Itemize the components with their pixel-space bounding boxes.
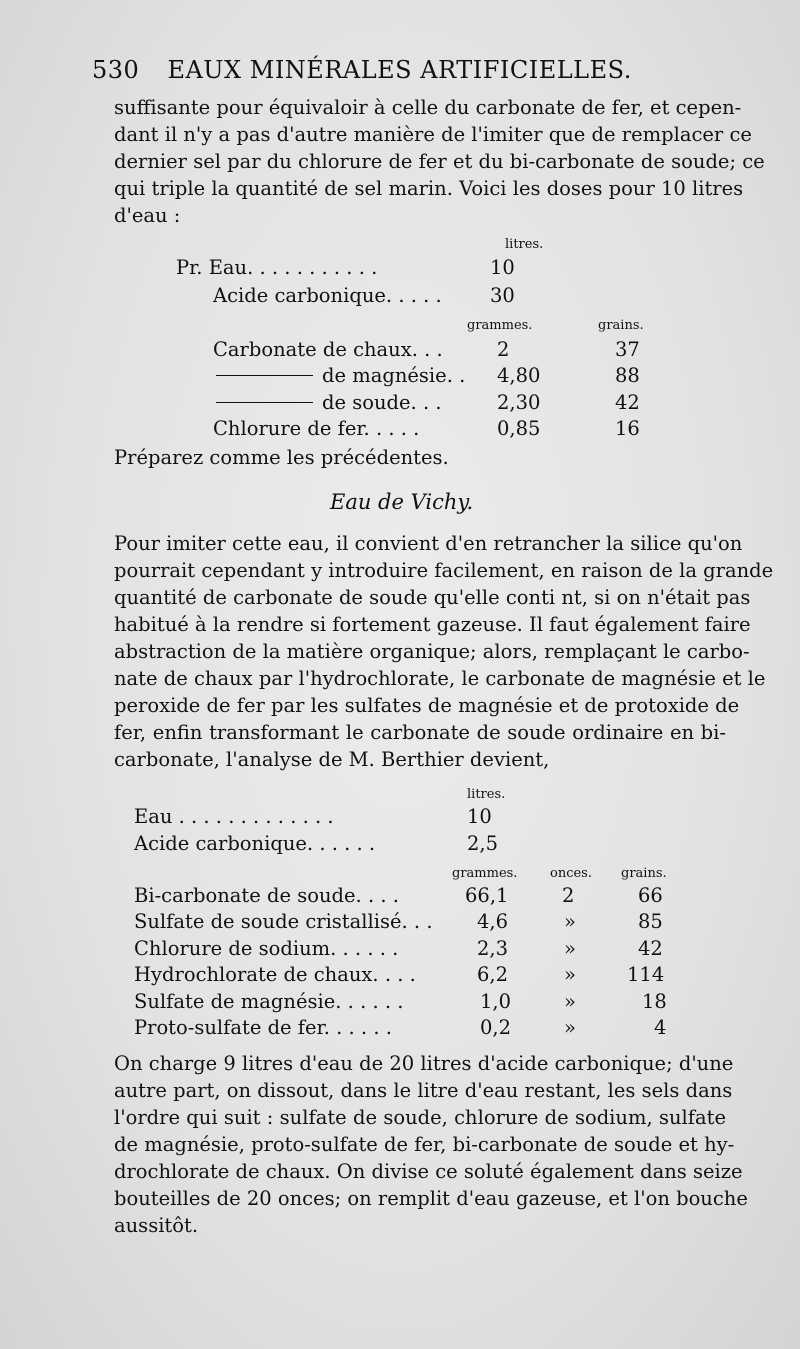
table-cell-grains: 4 [654, 1016, 667, 1039]
text-line: On charge 9 litres d'eau de 20 litres d'acide carbonique; d'une [114, 1052, 734, 1075]
table-cell-grammes: 4,80 [497, 364, 541, 387]
table-row-label: de soude. . . [322, 391, 442, 414]
prepare-line: Préparez comme les précédentes. [114, 446, 449, 469]
table-cell-grammes: 2,30 [497, 391, 541, 414]
unit-litres: litres. [505, 237, 544, 252]
table-row-label: Proto-sulfate de fer. . . . . . [134, 1016, 392, 1039]
text-line: d'eau : [114, 204, 181, 227]
table-cell-grammes: 6,2 [477, 963, 509, 986]
table-cell-grains: 37 [615, 338, 640, 361]
text-line: drochlorate de chaux. On divise ce soluté également dans seize [114, 1160, 743, 1183]
running-title: EAUX MINÉRALES ARTIFICIELLES. [167, 56, 632, 84]
table-row-label: Sulfate de magnésie. . . . . . [134, 990, 404, 1013]
ditto-dash [216, 375, 313, 376]
text-line: de magnésie, proto-sulfate de fer, bi-carbonate de soude et hy- [114, 1133, 735, 1156]
table-cell-grammes: 2,3 [477, 937, 509, 960]
table-row-label: de magnésie. . [322, 364, 466, 387]
text-line: bouteilles de 20 onces; on remplit d'eau gazeuse, et l'on bouche [114, 1187, 748, 1210]
table-cell-grains: 114 [627, 963, 665, 986]
table-row-label: Carbonate de chaux. . . [213, 338, 443, 361]
table-row-label: Acide carbonique. . . . . [213, 284, 442, 307]
text-line: nate de chaux par l'hydrochlorate, le carbonate de magnésie et le [114, 667, 766, 690]
table-row-label: Eau . . . . . . . . . . . . . [134, 805, 334, 828]
text-line: autre part, on dissout, dans le litre d'eau restant, les sels dans [114, 1079, 733, 1102]
table-row-label: Pr. Eau. . . . . . . . . . . [176, 256, 378, 279]
table-cell-grains: 66 [638, 884, 663, 907]
table-cell-onces: » [564, 990, 576, 1013]
table-row-label: Acide carbonique. . . . . . [134, 832, 376, 855]
table-cell-grammes: 66,1 [465, 884, 509, 907]
table-row-label: Chlorure de sodium. . . . . . [134, 937, 399, 960]
section-title: Eau de Vichy. [330, 490, 474, 514]
page-number: 530 [92, 56, 140, 84]
unit-grammes: grammes. [452, 866, 518, 881]
text-line: Pour imiter cette eau, il convient d'en retrancher la silice qu'on [114, 532, 743, 555]
table-cell-onces: » [564, 963, 576, 986]
table-cell-grains: 42 [638, 937, 663, 960]
unit-grammes: grammes. [467, 318, 533, 333]
table-cell-grammes: 4,6 [477, 910, 509, 933]
table-cell-grammes: 0,85 [497, 417, 541, 440]
text-line: carbonate, l'analyse de M. Berthier devient, [114, 748, 550, 771]
table-cell-grains: 85 [638, 910, 663, 933]
table-cell-grains: 88 [615, 364, 640, 387]
unit-onces: onces. [550, 866, 592, 881]
table-row-label: Bi-carbonate de soude. . . . [134, 884, 399, 907]
table-cell-grammes: 2 [497, 338, 510, 361]
table-row-label: Chlorure de fer. . . . . [213, 417, 420, 440]
unit-grains: grains. [598, 318, 644, 333]
table-row-value: 30 [490, 284, 515, 307]
text-line: dernier sel par du chlorure de fer et du bi-carbonate de soude; ce [114, 150, 765, 173]
table-cell-grammes: 0,2 [480, 1016, 512, 1039]
table-cell-grains: 16 [615, 417, 640, 440]
unit-grains: grains. [621, 866, 667, 881]
text-line: abstraction de la matière organique; alors, remplaçant le carbo- [114, 640, 750, 663]
text-line: l'ordre qui suit : sulfate de soude, chlorure de sodium, sulfate [114, 1106, 726, 1129]
text-line: dant il n'y a pas d'autre manière de l'imiter que de remplacer ce [114, 123, 752, 146]
text-line: aussitôt. [114, 1214, 199, 1237]
table-row-label: Sulfate de soude cristallisé. . . [134, 910, 433, 933]
text-line: qui triple la quantité de sel marin. Voici les doses pour 10 litres [114, 177, 744, 200]
text-line: pourrait cependant y introduire facilement, en raison de la grande [114, 559, 774, 582]
text-line: habitué à la rendre si fortement gazeuse. Il faut également faire [114, 613, 751, 636]
table-row-value: 2,5 [467, 832, 499, 855]
text-line: fer, enfin transformant le carbonate de soude ordinaire en bi- [114, 721, 726, 744]
text-line: quantité de carbonate de soude qu'elle conti nt, si on n'était pas [114, 586, 751, 609]
table-cell-onces: » [564, 937, 576, 960]
text-line: peroxide de fer par les sulfates de magnésie et de protoxide de [114, 694, 740, 717]
ditto-dash [216, 402, 313, 403]
text-line: suffisante pour équivaloir à celle du carbonate de fer, et cepen- [114, 96, 742, 119]
table-row-value: 10 [490, 256, 515, 279]
table-cell-onces: 2 [562, 884, 575, 907]
table-cell-grammes: 1,0 [480, 990, 512, 1013]
table-cell-onces: » [564, 1016, 576, 1039]
table-row-label: Hydrochlorate de chaux. . . . [134, 963, 416, 986]
running-header [92, 56, 652, 84]
table-cell-onces: » [564, 910, 576, 933]
table-row-value: 10 [467, 805, 492, 828]
table-cell-grains: 42 [615, 391, 640, 414]
unit-litres: litres. [467, 787, 506, 802]
table-cell-grains: 18 [642, 990, 667, 1013]
